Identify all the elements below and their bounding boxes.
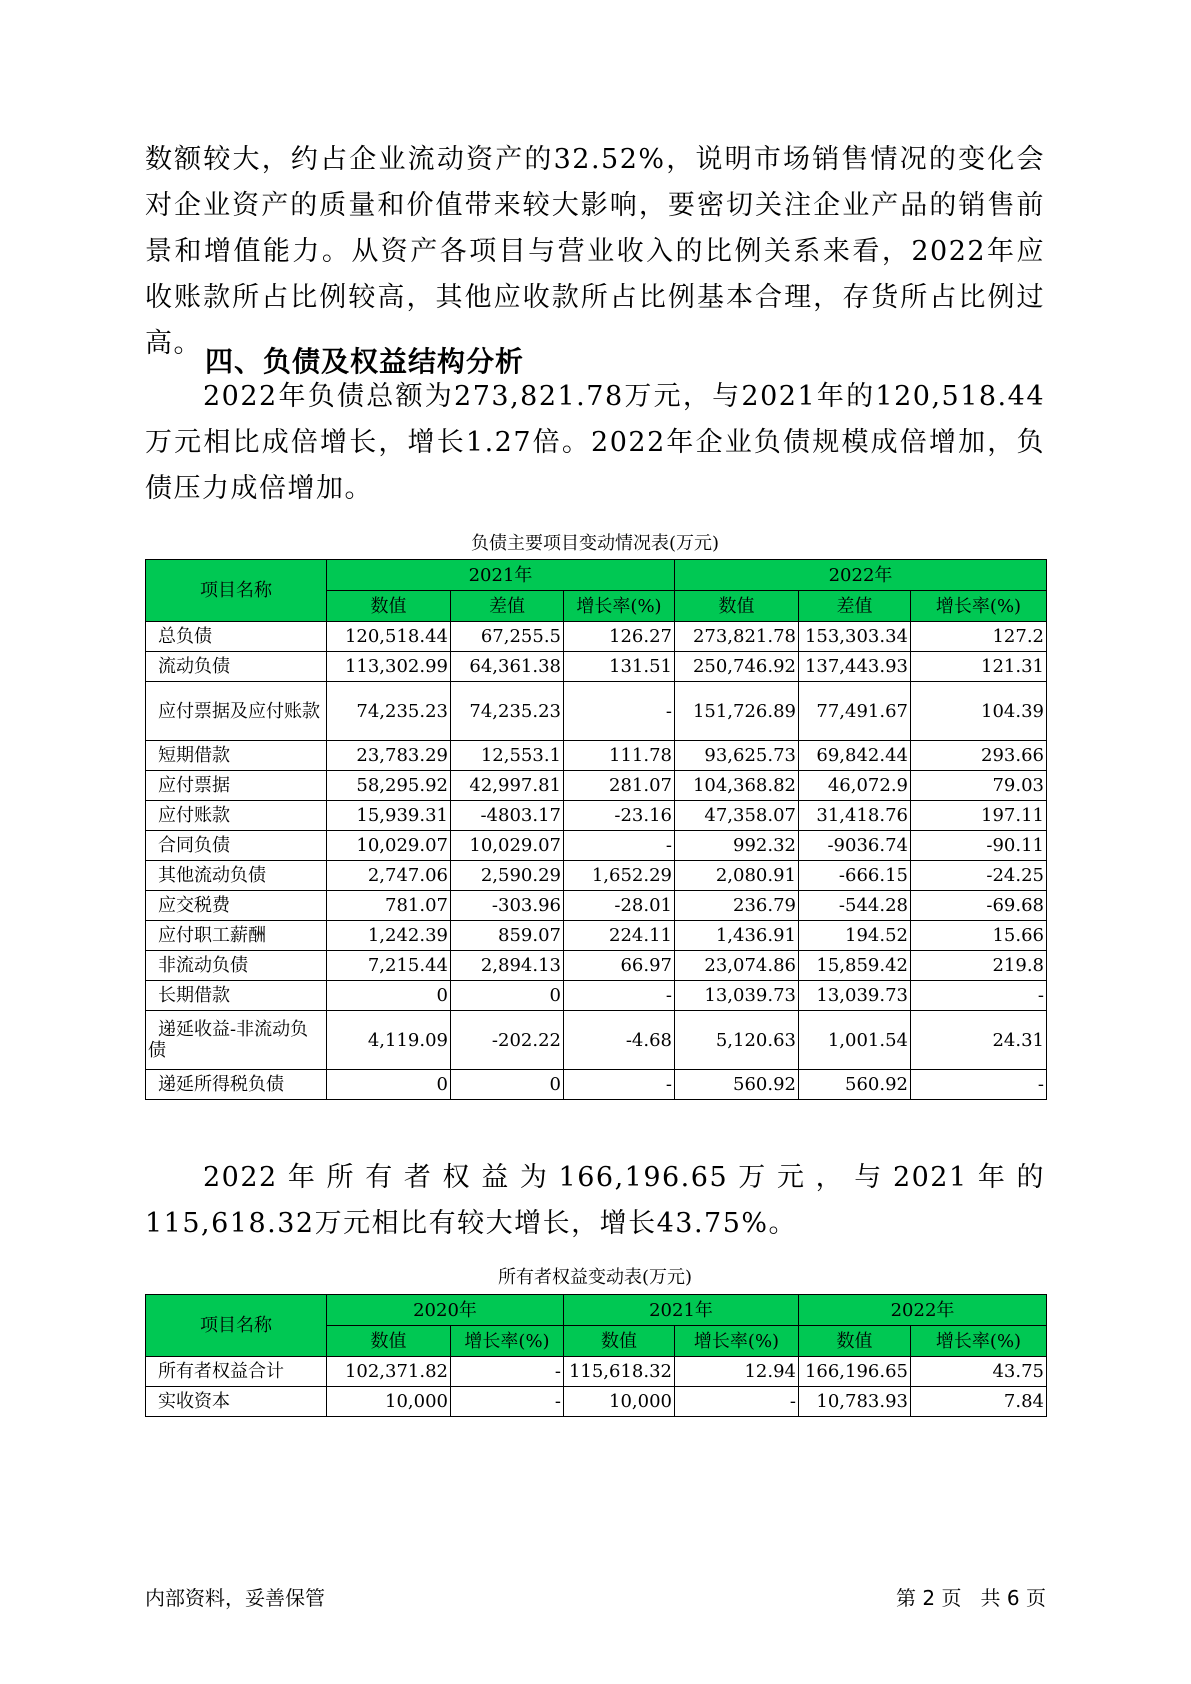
row-value-cell: 5,120.63 (675, 1011, 799, 1070)
liability-table-caption: 负债主要项目变动情况表(万元) (470, 533, 720, 554)
header-sub: 差值 (799, 591, 911, 622)
equity-table-body (146, 1295, 1047, 1417)
row-value-cell: 12.94 (675, 1357, 799, 1387)
row-value-cell: 10,000 (327, 1387, 451, 1417)
row-item-name: 所有者权益合计 (146, 1357, 327, 1387)
row-value-cell: 13,039.73 (675, 981, 799, 1011)
row-value-cell: - (564, 981, 675, 1011)
row-value-cell: 859.07 (451, 921, 564, 951)
header-sub: 差值 (451, 591, 564, 622)
row-value-cell: 0 (451, 981, 564, 1011)
liability-table (145, 559, 1047, 1100)
row-value-cell: 66.97 (564, 951, 675, 981)
row-value-cell: 120,518.44 (327, 622, 451, 652)
row-value-cell: 0 (451, 1070, 564, 1100)
row-value-cell: 250,746.92 (675, 652, 799, 682)
header-year-2022: 2022年 (675, 560, 1047, 591)
row-value-cell: 781.07 (327, 891, 451, 921)
row-value-cell: 166,196.65 (799, 1357, 911, 1387)
row-item-name: 总负债 (146, 622, 327, 652)
table-row (146, 652, 1047, 682)
row-value-cell: - (564, 1070, 675, 1100)
row-item-name: 长期借款 (146, 981, 327, 1011)
row-value-cell: 2,747.06 (327, 861, 451, 891)
row-value-cell: 111.78 (564, 741, 675, 771)
row-value-cell: 7.84 (911, 1387, 1047, 1417)
row-value-cell: 69,842.44 (799, 741, 911, 771)
row-item-name: 应交税费 (146, 891, 327, 921)
row-value-cell: 10,029.07 (451, 831, 564, 861)
row-value-cell: - (451, 1387, 564, 1417)
row-value-cell: 2,894.13 (451, 951, 564, 981)
row-value-cell: 23,783.29 (327, 741, 451, 771)
row-value-cell: 281.07 (564, 771, 675, 801)
row-value-cell: 42,997.81 (451, 771, 564, 801)
row-value-cell: 1,242.39 (327, 921, 451, 951)
header-sub: 增长率(%) (911, 591, 1047, 622)
row-value-cell: -4.68 (564, 1011, 675, 1070)
row-value-cell: 93,625.73 (675, 741, 799, 771)
row-value-cell: 126.27 (564, 622, 675, 652)
row-value-cell: -9036.74 (799, 831, 911, 861)
row-value-cell: 79.03 (911, 771, 1047, 801)
paragraph-liability-summary: 2022年负债总额为273,821.78万元，与2021年的120,518.44万元相比成倍增长，增长1.27倍。2022年企业负债规模成倍增加，负债压力成倍增加。 (145, 381, 1045, 504)
row-value-cell: 1,652.29 (564, 861, 675, 891)
row-value-cell: -202.22 (451, 1011, 564, 1070)
row-value-cell: -24.25 (911, 861, 1047, 891)
table-row (146, 861, 1047, 891)
row-item-name: 应付账款 (146, 801, 327, 831)
table-row (146, 921, 1047, 951)
row-item-name: 实收资本 (146, 1387, 327, 1417)
row-value-cell: 219.8 (911, 951, 1047, 981)
header-year-2021: 2021年 (564, 1295, 799, 1326)
row-value-cell: 1,436.91 (675, 921, 799, 951)
row-item-name: 非流动负债 (146, 951, 327, 981)
row-item-name: 递延所得税负债 (146, 1070, 327, 1100)
row-value-cell: 13,039.73 (799, 981, 911, 1011)
row-value-cell: 151,726.89 (675, 682, 799, 741)
header-sub: 增长率(%) (564, 591, 675, 622)
table-row (146, 1387, 1047, 1417)
row-value-cell: -28.01 (564, 891, 675, 921)
footer-page-number: 第 2 页 共 6 页 (896, 1586, 1046, 1610)
row-value-cell: 273,821.78 (675, 622, 799, 652)
header-year-2022: 2022年 (799, 1295, 1047, 1326)
row-value-cell: 46,072.9 (799, 771, 911, 801)
row-value-cell: 197.11 (911, 801, 1047, 831)
row-value-cell: 560.92 (799, 1070, 911, 1100)
row-value-cell: 15,859.42 (799, 951, 911, 981)
table-row (146, 891, 1047, 921)
table-row (146, 741, 1047, 771)
paragraph-asset-analysis: 数额较大，约占企业流动资产的32.52%，说明市场销售情况的变化会对企业资产的质量和价值带来较大影响，要密切关注企业产品的销售前景和增值能力。从资产各项目与营业收入的比例关系来看，2022年应收账款所占比例较高，其他应收款所占比例基本合理，存货所占比例过高。 (145, 144, 1045, 359)
row-value-cell: 10,029.07 (327, 831, 451, 861)
paragraph-equity-summary: 2022年所有者权益为166,196.65万元，与2021年的115,618.32万元相比有较大增长，增长43.75%。 (145, 1162, 1045, 1239)
row-value-cell: 121.31 (911, 652, 1047, 682)
row-value-cell: - (675, 1387, 799, 1417)
row-value-cell: 113,302.99 (327, 652, 451, 682)
header-sub: 数值 (564, 1326, 675, 1357)
table-row (146, 951, 1047, 981)
row-value-cell: - (564, 682, 675, 741)
table-row (146, 622, 1047, 652)
row-value-cell: 2,080.91 (675, 861, 799, 891)
header-sub: 增长率(%) (911, 1326, 1047, 1357)
header-year-2020: 2020年 (327, 1295, 564, 1326)
row-value-cell: - (911, 981, 1047, 1011)
equity-table-caption: 所有者权益变动表(万元) (497, 1267, 693, 1288)
header-sub: 数值 (327, 591, 451, 622)
row-value-cell: 10,000 (564, 1387, 675, 1417)
row-value-cell: 2,590.29 (451, 861, 564, 891)
row-value-cell: 15,939.31 (327, 801, 451, 831)
row-value-cell: 560.92 (675, 1070, 799, 1100)
row-value-cell: -69.68 (911, 891, 1047, 921)
row-value-cell: 23,074.86 (675, 951, 799, 981)
header-item-name: 项目名称 (146, 560, 327, 622)
row-value-cell: 1,001.54 (799, 1011, 911, 1070)
row-value-cell: 31,418.76 (799, 801, 911, 831)
row-item-name: 递延收益-非流动负债 (146, 1011, 327, 1070)
row-value-cell: 43.75 (911, 1357, 1047, 1387)
row-item-name: 合同负债 (146, 831, 327, 861)
row-value-cell: 77,491.67 (799, 682, 911, 741)
row-item-name: 应付票据 (146, 771, 327, 801)
row-value-cell: 12,553.1 (451, 741, 564, 771)
header-item-name: 项目名称 (146, 1295, 327, 1357)
row-value-cell: -666.15 (799, 861, 911, 891)
row-item-name: 短期借款 (146, 741, 327, 771)
header-sub: 增长率(%) (675, 1326, 799, 1357)
row-value-cell: -4803.17 (451, 801, 564, 831)
row-value-cell: 15.66 (911, 921, 1047, 951)
row-value-cell: - (911, 1070, 1047, 1100)
row-value-cell: 236.79 (675, 891, 799, 921)
table-row (146, 1357, 1047, 1387)
liability-table-body (146, 560, 1047, 1100)
row-item-name: 流动负债 (146, 652, 327, 682)
row-value-cell: 104.39 (911, 682, 1047, 741)
row-value-cell: 64,361.38 (451, 652, 564, 682)
row-item-name: 其他流动负债 (146, 861, 327, 891)
header-year-2021: 2021年 (327, 560, 675, 591)
table-row (146, 831, 1047, 861)
row-value-cell: 58,295.92 (327, 771, 451, 801)
table-row (146, 1070, 1047, 1100)
row-value-cell: 24.31 (911, 1011, 1047, 1070)
row-value-cell: -544.28 (799, 891, 911, 921)
equity-table (145, 1294, 1047, 1417)
row-value-cell: 104,368.82 (675, 771, 799, 801)
row-value-cell: 153,303.34 (799, 622, 911, 652)
row-value-cell: 137,443.93 (799, 652, 911, 682)
row-value-cell: 47,358.07 (675, 801, 799, 831)
row-value-cell: - (564, 831, 675, 861)
row-value-cell: -303.96 (451, 891, 564, 921)
row-value-cell: 4,119.09 (327, 1011, 451, 1070)
row-value-cell: 293.66 (911, 741, 1047, 771)
table-row (146, 1011, 1047, 1070)
row-value-cell: 67,255.5 (451, 622, 564, 652)
table-row (146, 682, 1047, 741)
section-heading: 四、负债及权益结构分析 (205, 345, 525, 378)
row-value-cell: 131.51 (564, 652, 675, 682)
row-value-cell: 7,215.44 (327, 951, 451, 981)
header-sub: 增长率(%) (451, 1326, 564, 1357)
row-value-cell: 127.2 (911, 622, 1047, 652)
row-value-cell: 74,235.23 (451, 682, 564, 741)
table-row (146, 771, 1047, 801)
footer-confidential-note: 内部资料，妥善保管 (145, 1586, 325, 1610)
row-value-cell: 10,783.93 (799, 1387, 911, 1417)
table-row (146, 801, 1047, 831)
row-value-cell: 115,618.32 (564, 1357, 675, 1387)
header-sub: 数值 (327, 1326, 451, 1357)
row-value-cell: - (451, 1357, 564, 1387)
row-item-name: 应付票据及应付账款 (146, 682, 327, 741)
header-sub: 数值 (675, 591, 799, 622)
row-value-cell: 992.32 (675, 831, 799, 861)
row-value-cell: 224.11 (564, 921, 675, 951)
row-value-cell: -90.11 (911, 831, 1047, 861)
row-item-name: 应付职工薪酬 (146, 921, 327, 951)
row-value-cell: 74,235.23 (327, 682, 451, 741)
table-row (146, 981, 1047, 1011)
row-value-cell: 0 (327, 981, 451, 1011)
row-value-cell: 194.52 (799, 921, 911, 951)
header-sub: 数值 (799, 1326, 911, 1357)
row-value-cell: 0 (327, 1070, 451, 1100)
row-value-cell: -23.16 (564, 801, 675, 831)
row-value-cell: 102,371.82 (327, 1357, 451, 1387)
